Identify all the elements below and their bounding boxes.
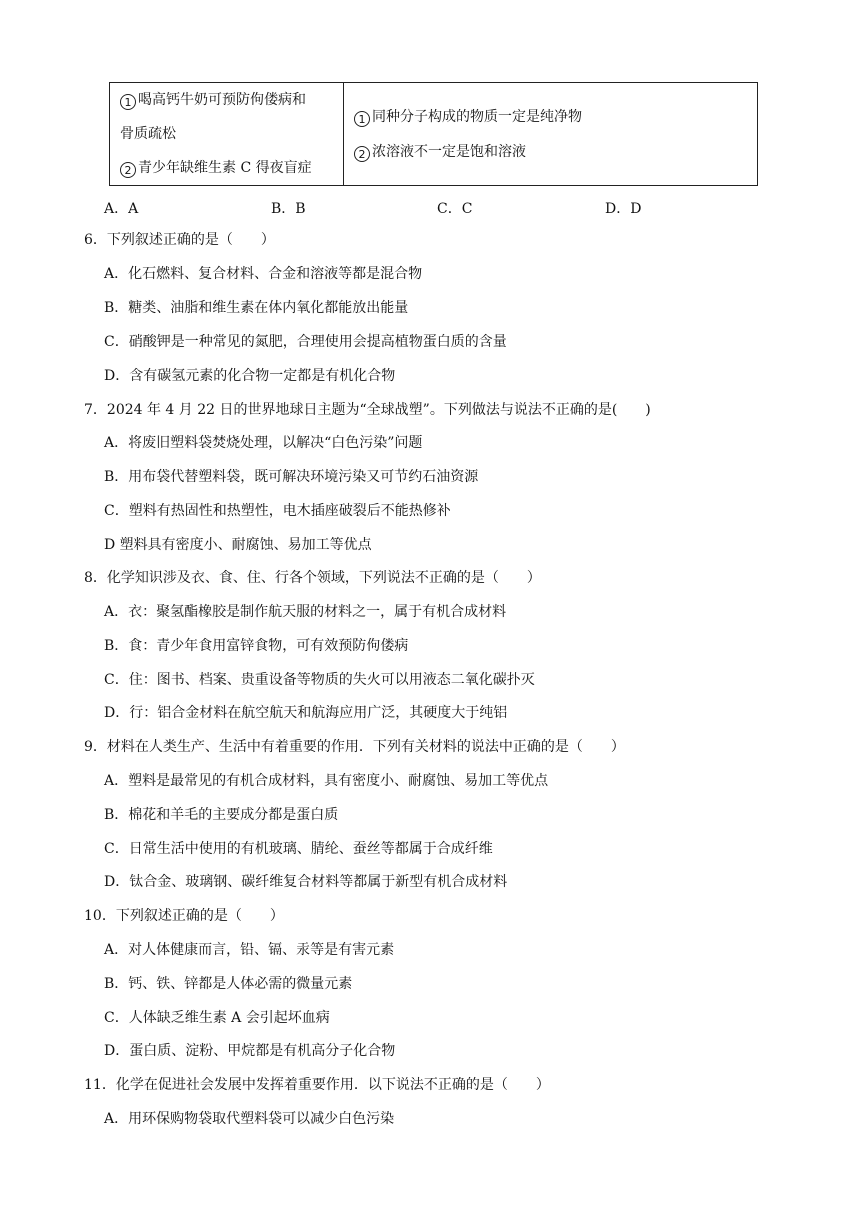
table-left-item-2 [120,159,312,178]
q5-choice-d: D．D [605,201,642,217]
question-9-option-c: C．日常生活中使用的有机玻璃、腈纶、蚕丝等都属于合成纤维 [104,841,493,857]
question-9-option-b: B．棉花和羊毛的主要成分都是蛋白质 [104,807,339,823]
question-6-option-d: D．含有碳氢元素的化合物一定都是有机化合物 [104,368,396,384]
circled-number: 2 [354,146,370,162]
question-11-stem: 11．化学在促进社会发展中发挥着重要作用．以下说法不正确的是（ ） [84,1077,550,1093]
question-6-option-a: A．化石燃料、复合材料、合金和溶液等都是混合物 [104,266,423,282]
question-7-option-b: B．用布袋代替塑料袋，既可解决环境污染又可节约石油资源 [104,469,479,485]
circled-number: 2 [120,162,136,178]
table-cell-left [110,83,344,185]
circled-number: 1 [120,94,136,110]
question-8-stem: 8．化学知识涉及衣、食、住、行各个领域，下列说法不正确的是（ ） [84,570,541,586]
table-right-item-1-text: 同种分子构成的物质一定是纯净物 [372,109,582,125]
question-8-option-c: C．住：图书、档案、贵重设备等物质的失火可以用液态二氧化碳扑灭 [104,672,535,688]
question-11-option-a: A．用环保购物袋取代塑料袋可以减少白色污染 [104,1111,395,1127]
question-7-option-a: A．将废旧塑料袋焚烧处理，以解决“白色污染”问题 [104,435,423,451]
table-left-item-1 [120,91,306,110]
question-8-option-d: D．行：铝合金材料在航空航天和航海应用广泛，其硬度大于纯铝 [104,705,508,721]
question-6-stem: 6．下列叙述正确的是（ ） [84,232,275,248]
table-left-item-2-text: 青少年缺维生素 C 得夜盲症 [138,160,312,176]
question-10-option-b: B．钙、铁、锌都是人体必需的微量元素 [104,976,353,992]
question-10-option-c: C．人体缺乏维生素 A 会引起坏血病 [104,1010,330,1026]
table-right-item-2 [354,143,526,162]
question-10-option-d: D．蛋白质、淀粉、甲烷都是有机高分子化合物 [104,1043,396,1059]
question-8-option-a: A．衣：聚氢酯橡胶是制作航天服的材料之一，属于有机合成材料 [104,604,507,620]
question-10-stem: 10．下列叙述正确的是（ ） [84,908,284,924]
question-7-stem: 7．2024 年 4 月 22 日的世界地球日主题为“全球战塑”。下列做法与说法不正确的是( ) [84,402,651,418]
comparison-table [109,82,758,186]
question-6-option-b: B．糖类、油脂和维生素在体内氧化都能放出能量 [104,300,409,316]
question-9-option-d: D．钛合金、玻璃钢、碳纤维复合材料等都属于新型有机合成材料 [104,874,508,890]
q5-choice-b: B．B [271,201,306,217]
question-10-option-a: A．对人体健康而言，铅、镉、汞等是有害元素 [104,942,395,958]
table-cell-right [344,83,757,185]
table-right-item-1 [354,108,582,127]
question-9-stem: 9．材料在人类生产、生活中有着重要的作用．下列有关材料的说法中正确的是（ ） [84,739,625,755]
table-left-item-1-continued: 骨质疏松 [120,126,176,142]
question-7-option-c: C．塑料有热固性和热塑性，电木插座破裂后不能热修补 [104,503,451,519]
table-right-item-2-text: 浓溶液不一定是饱和溶液 [372,144,526,160]
q5-choice-a: A．A [104,201,139,217]
question-9-option-a: A．塑料是最常见的有机合成材料，具有密度小、耐腐蚀、易加工等优点 [104,773,549,789]
question-8-option-b: B．食：青少年食用富锌食物，可有效预防佝偻病 [104,638,409,654]
question-7-option-d: D 塑料具有密度小、耐腐蚀、易加工等优点 [104,537,372,553]
circled-number: 1 [354,111,370,127]
question-6-option-c: C．硝酸钾是一种常见的氮肥，合理使用会提高植物蛋白质的含量 [104,334,507,350]
table-left-item-1-text: 喝高钙牛奶可预防佝偻病和 [138,92,306,108]
q5-choice-c: C．C [437,201,473,217]
